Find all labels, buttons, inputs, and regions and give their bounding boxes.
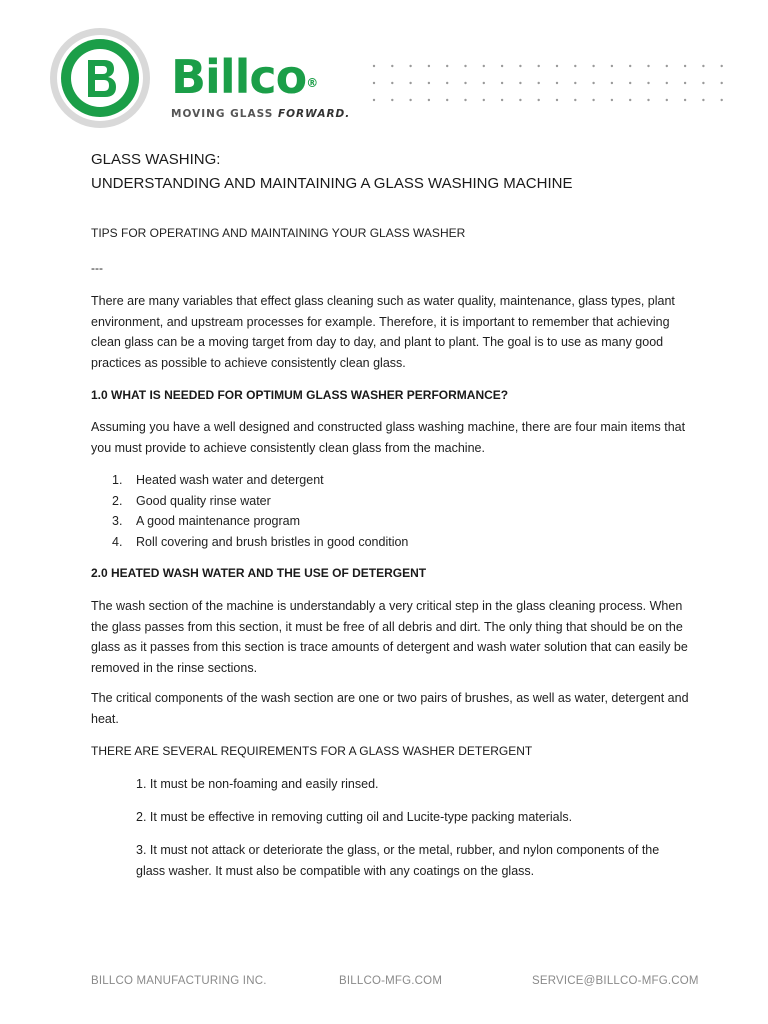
decorative-dot: [666, 99, 668, 101]
footer-website-link[interactable]: BILLCO-MFG.COM: [339, 975, 443, 987]
decorative-dot: [556, 82, 558, 84]
decorative-dot: [446, 65, 448, 67]
list-item-text: Heated wash water and detergent: [136, 473, 324, 487]
section-1-body: Assuming you have a well designed and constructed glass washing machine, there are four main items that you must provide to achieve consistently clean glass from the machine.: [91, 420, 686, 455]
title-line-1: GLASS WASHING:: [91, 151, 221, 168]
decorative-dot: [721, 65, 723, 67]
decorative-dot: [611, 82, 613, 84]
detergent-requirement-2: 2. It must be effective in removing cutting oil and Lucite-type packing materials.: [136, 810, 573, 824]
list-item-number: 1.: [112, 473, 123, 487]
decorative-dot: [538, 82, 540, 84]
decorative-dot: [574, 65, 576, 67]
registered-mark: ®: [306, 76, 318, 90]
decorative-dot: [684, 65, 686, 67]
decorative-dot: [684, 82, 686, 84]
list-item-number: 2.: [112, 493, 123, 508]
tagline-emphasis: FORWARD.: [277, 108, 351, 120]
decorative-dot: [409, 65, 411, 67]
detergent-requirement-3: 3. It must not attack or deteriorate the glass, or the metal, rubber, and nylon components of the glass washer. It must also be compatible with any coatings on the glass.: [136, 843, 660, 878]
decorative-dot: [464, 99, 466, 101]
decorative-dot: [684, 99, 686, 101]
decorative-dot: [519, 82, 521, 84]
decorative-dot-pattern: [368, 60, 738, 110]
decorative-dot: [538, 99, 540, 101]
decorative-dot: [519, 99, 521, 101]
decorative-dot: [464, 65, 466, 67]
detergent-requirement-1: 1. It must be non-foaming and easily rinsed.: [136, 777, 379, 791]
decorative-dot: [501, 65, 503, 67]
decorative-dot: [428, 82, 430, 84]
title-line-2: UNDERSTANDING AND MAINTAINING A GLASS WASHING MACHINE: [91, 175, 573, 192]
decorative-dot: [373, 82, 375, 84]
document-title: [91, 148, 572, 196]
decorative-dot: [391, 99, 393, 101]
decorative-dot: [592, 99, 594, 101]
brand-wordmark: [171, 52, 317, 102]
list-item-text: Roll covering and brush bristles in good condition: [136, 534, 409, 549]
decorative-dot: [592, 65, 594, 67]
decorative-dot: [501, 99, 503, 101]
decorative-dot: [574, 82, 576, 84]
list-item-text: Good quality rinse water: [136, 493, 271, 508]
billco-logo: [48, 26, 351, 130]
section-2-heading: 2.0 HEATED WASH WATER AND THE USE OF DETERGENT: [91, 566, 427, 580]
detergent-requirements-heading: THERE ARE SEVERAL REQUIREMENTS FOR A GLASS WASHER DETERGENT: [91, 744, 533, 758]
decorative-dot: [629, 65, 631, 67]
decorative-dot: [611, 65, 613, 67]
decorative-dot: [666, 82, 668, 84]
decorative-dot: [702, 99, 704, 101]
decorative-dot: [483, 99, 485, 101]
decorative-dot: [446, 99, 448, 101]
decorative-dot: [373, 99, 375, 101]
decorative-dot: [611, 99, 613, 101]
decorative-dot: [647, 82, 649, 84]
decorative-dot: [702, 82, 704, 84]
list-item-number: 3.: [112, 514, 123, 528]
separator: ---: [91, 261, 103, 275]
decorative-dot: [647, 65, 649, 67]
decorative-dot: [721, 99, 723, 101]
decorative-dot: [483, 82, 485, 84]
decorative-dot: [556, 65, 558, 67]
document-subtitle: TIPS FOR OPERATING AND MAINTAINING YOUR GLASS WASHER: [91, 226, 466, 240]
decorative-dot: [721, 82, 723, 84]
tagline-prefix: MOVING GLASS: [171, 108, 274, 120]
decorative-dot: [629, 99, 631, 101]
decorative-dot: [556, 99, 558, 101]
decorative-dot: [391, 82, 393, 84]
decorative-dot: [702, 65, 704, 67]
decorative-dot: [464, 82, 466, 84]
decorative-dot: [446, 82, 448, 84]
decorative-dot: [409, 82, 411, 84]
section-2-body-2: The critical components of the wash section are one or two pairs of brushes, as well as water, detergent and heat.: [91, 691, 689, 726]
decorative-dot: [428, 99, 430, 101]
billco-b-logo-icon: [48, 26, 152, 130]
intro-paragraph: There are many variables that effect glass cleaning such as water quality, maintenance, glass types, plant environment, and upstream processes for example. Therefore, it is important to remember that achieving clean glass can be a moving target from day to day, and plant to plant. The goal is to use as many good practices as possible to achieve consistently clean glass.: [91, 294, 675, 370]
decorative-dot: [391, 65, 393, 67]
footer-email-link[interactable]: SERVICE@BILLCO-MFG.COM: [532, 975, 699, 987]
decorative-dot: [592, 82, 594, 84]
decorative-dot: [629, 82, 631, 84]
decorative-dot: [574, 99, 576, 101]
footer-company: BILLCO MANUFACTURING INC.: [91, 975, 267, 987]
decorative-dot: [483, 65, 485, 67]
decorative-dot: [666, 65, 668, 67]
decorative-dot: [519, 65, 521, 67]
decorative-dot: [373, 65, 375, 67]
brand-name: Billco: [171, 50, 307, 104]
section-2-body-1: The wash section of the machine is understandably a very critical step in the glass cleaning process. When the glass passes from this section, it must be free of all debris and dirt. The only thing that should be on the glass as it passes from this section is trace amounts of detergent and wash water solution that can easily be removed in the rinse sections.: [91, 599, 688, 675]
decorative-dot: [409, 99, 411, 101]
decorative-dot: [428, 65, 430, 67]
list-item-text: A good maintenance program: [136, 514, 300, 528]
brand-tagline: [171, 108, 350, 120]
decorative-dot: [538, 65, 540, 67]
section-1-heading: 1.0 WHAT IS NEEDED FOR OPTIMUM GLASS WASHER PERFORMANCE?: [91, 388, 509, 402]
decorative-dot: [647, 99, 649, 101]
list-item-number: 4.: [112, 534, 123, 549]
decorative-dot: [501, 82, 503, 84]
